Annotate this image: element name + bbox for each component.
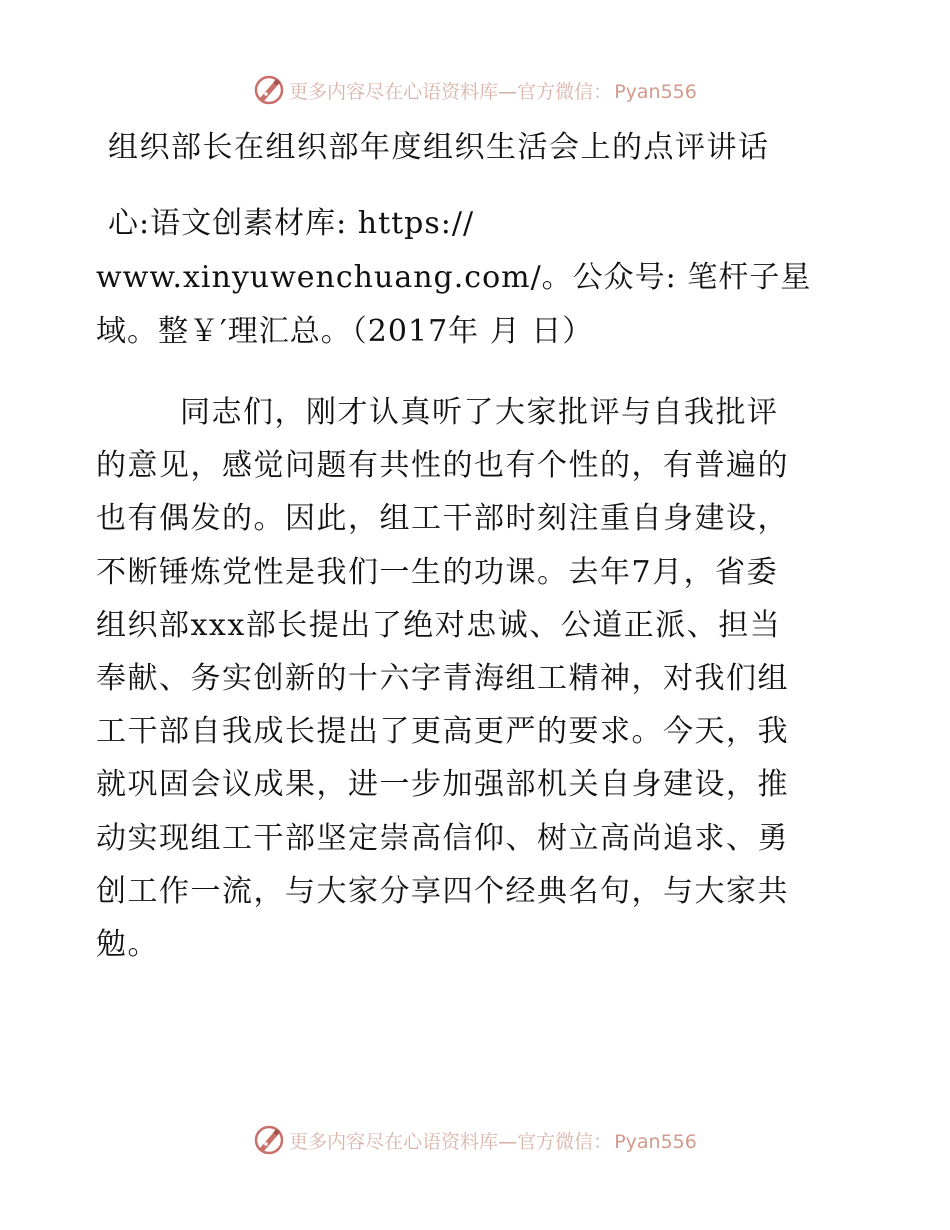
paragraph-line: 组织部xxx部长提出了绝对忠诚、公道正派、担当 <box>96 607 782 643</box>
banner-text: 更多内容尽在心语资料库 <box>289 80 499 103</box>
paragraph-line: 同志们，刚才认真听了大家批评与自我批评 <box>180 395 779 430</box>
footer-banner <box>0 1118 950 1162</box>
banner-wechat-label: 官方微信： <box>517 80 613 103</box>
paragraph-line: 动实现组工干部坚定崇高信仰、树立高尚追求、勇 <box>96 820 789 856</box>
source-line: 域。整￥′理汇总。（2017年 月 日） <box>96 314 594 349</box>
source-line: 心:语文创素材库: https:// <box>108 206 475 241</box>
header-banner <box>0 68 950 112</box>
document-title: 组织部长在组织部年度组织生活会上的点评讲话 <box>108 130 770 165</box>
paragraph-line: 的意见，感觉问题有共性的也有个性的，有普遍的 <box>96 448 789 484</box>
paragraph-line: 也有偶发的。因此，组工干部时刻注重自身建设， <box>96 501 789 537</box>
body-paragraph <box>96 386 850 971</box>
source-line: www.xinyuwenchuang.com/。公众号: 笔杆子星 <box>96 260 812 295</box>
paragraph-line: 勉。 <box>96 927 159 963</box>
banner-wechat-id: Pyan556 <box>614 1130 697 1153</box>
pen-logo-icon <box>253 74 285 106</box>
paragraph-line: 奉献、务实创新的十六字青海组工精神，对我们组 <box>96 661 789 697</box>
banner-text: 更多内容尽在心语资料库 <box>289 1130 499 1153</box>
paragraph-line: 创工作一流，与大家分享四个经典名句，与大家共 <box>96 873 789 909</box>
paragraph-line: 就巩固会议成果，进一步加强部机关自身建设，推 <box>96 767 789 803</box>
paragraph-line: 工干部自我成长提出了更高更严的要求。今天，我 <box>96 714 789 750</box>
source-note <box>96 197 816 359</box>
banner-dash: — <box>498 80 518 103</box>
banner-wechat-label: 官方微信： <box>517 1130 613 1153</box>
paragraph-line: 不断锤炼党性是我们一生的功课。去年7月，省委 <box>96 554 779 590</box>
banner-wechat-id: Pyan556 <box>614 80 697 103</box>
pen-logo-icon <box>253 1124 285 1156</box>
banner-dash: — <box>498 1130 518 1153</box>
